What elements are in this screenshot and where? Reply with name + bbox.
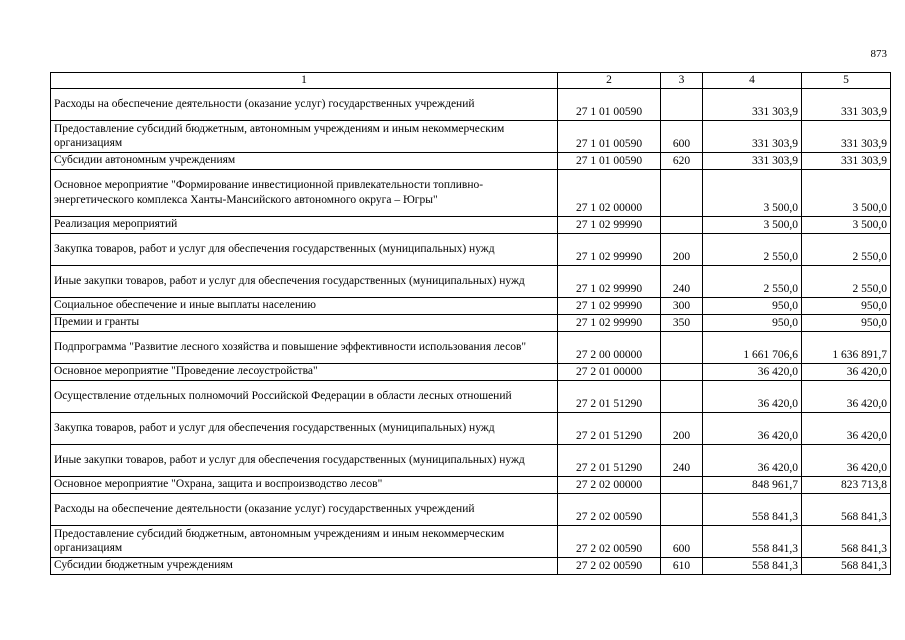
row-value-1-cell: 36 420,0 — [703, 363, 802, 380]
row-code-cell: 27 1 02 99990 — [558, 216, 661, 233]
row-value-1-cell: 331 303,9 — [703, 88, 802, 120]
row-code-cell: 27 2 01 00000 — [558, 363, 661, 380]
row-name-cell: Подпрограмма "Развитие лесного хозяйства и повышение эффективности использования лесов" — [51, 331, 558, 363]
column-header-1: 1 — [51, 73, 558, 89]
row-value-2-cell: 823 713,8 — [802, 476, 891, 493]
row-name-cell: Реализация мероприятий — [51, 216, 558, 233]
row-type-cell — [661, 476, 703, 493]
row-name-cell: Предоставление субсидий бюджетным, автономным учреждениям и иным некоммерческим организациям — [51, 120, 558, 152]
row-type-cell: 350 — [661, 314, 703, 331]
row-value-2-cell: 3 500,0 — [802, 169, 891, 216]
row-value-1-cell: 3 500,0 — [703, 216, 802, 233]
row-name-cell: Иные закупки товаров, работ и услуг для обеспечения государственных (муниципальных) нужд — [51, 444, 558, 476]
row-type-cell — [661, 169, 703, 216]
row-value-1-cell: 3 500,0 — [703, 169, 802, 216]
row-code-cell: 27 1 01 00590 — [558, 88, 661, 120]
row-code-cell: 27 2 02 00590 — [558, 557, 661, 574]
row-value-2-cell: 568 841,3 — [802, 493, 891, 525]
row-type-cell — [661, 216, 703, 233]
row-value-1-cell: 36 420,0 — [703, 412, 802, 444]
table-row — [51, 216, 891, 233]
row-name-cell: Основное мероприятие "Охрана, защита и воспроизводство лесов" — [51, 476, 558, 493]
row-value-1-cell: 1 661 706,6 — [703, 331, 802, 363]
table-row — [51, 120, 891, 152]
row-type-cell — [661, 363, 703, 380]
row-value-2-cell: 36 420,0 — [802, 363, 891, 380]
row-code-cell: 27 2 02 00590 — [558, 525, 661, 557]
row-value-1-cell: 36 420,0 — [703, 380, 802, 412]
column-header-5: 5 — [802, 73, 891, 89]
row-name-cell: Закупка товаров, работ и услуг для обеспечения государственных (муниципальных) нужд — [51, 233, 558, 265]
row-code-cell: 27 1 01 00590 — [558, 120, 661, 152]
row-name-cell: Премии и гранты — [51, 314, 558, 331]
table-row — [51, 363, 891, 380]
row-value-2-cell: 36 420,0 — [802, 412, 891, 444]
row-type-cell — [661, 88, 703, 120]
table-header-row — [51, 73, 891, 89]
row-type-cell — [661, 380, 703, 412]
row-name-cell: Расходы на обеспечение деятельности (оказание услуг) государственных учреждений — [51, 493, 558, 525]
table-row — [51, 444, 891, 476]
row-name-cell: Субсидии бюджетным учреждениям — [51, 557, 558, 574]
row-name-cell: Основное мероприятие "Формирование инвестиционной привлекательности топливно-энергетического комплекса Ханты-Мансийского автономного округа – Югры" — [51, 169, 558, 216]
row-name-cell: Закупка товаров, работ и услуг для обеспечения государственных (муниципальных) нужд — [51, 412, 558, 444]
table-row — [51, 314, 891, 331]
row-type-cell: 300 — [661, 297, 703, 314]
table-row — [51, 233, 891, 265]
page-number: 873 — [870, 48, 887, 60]
row-value-2-cell: 568 841,3 — [802, 525, 891, 557]
row-code-cell: 27 2 01 51290 — [558, 444, 661, 476]
row-type-cell: 600 — [661, 525, 703, 557]
row-name-cell: Предоставление субсидий бюджетным, автономным учреждениям и иным некоммерческим организациям — [51, 525, 558, 557]
column-header-4: 4 — [703, 73, 802, 89]
row-type-cell: 610 — [661, 557, 703, 574]
table-row — [51, 476, 891, 493]
row-value-1-cell: 950,0 — [703, 297, 802, 314]
row-value-1-cell: 331 303,9 — [703, 152, 802, 169]
row-value-1-cell: 558 841,3 — [703, 557, 802, 574]
table-row — [51, 412, 891, 444]
row-value-2-cell: 3 500,0 — [802, 216, 891, 233]
row-value-1-cell: 2 550,0 — [703, 265, 802, 297]
row-value-2-cell: 36 420,0 — [802, 380, 891, 412]
table-row — [51, 557, 891, 574]
row-value-2-cell: 1 636 891,7 — [802, 331, 891, 363]
row-value-1-cell: 848 961,7 — [703, 476, 802, 493]
row-type-cell: 600 — [661, 120, 703, 152]
row-value-2-cell: 950,0 — [802, 314, 891, 331]
row-name-cell: Основное мероприятие "Проведение лесоустройства" — [51, 363, 558, 380]
row-value-1-cell: 2 550,0 — [703, 233, 802, 265]
table-row — [51, 265, 891, 297]
row-code-cell: 27 2 01 51290 — [558, 412, 661, 444]
row-type-cell: 200 — [661, 233, 703, 265]
row-value-1-cell: 558 841,3 — [703, 525, 802, 557]
row-value-1-cell: 36 420,0 — [703, 444, 802, 476]
row-code-cell: 27 1 02 99990 — [558, 297, 661, 314]
row-type-cell: 240 — [661, 265, 703, 297]
table-row — [51, 331, 891, 363]
row-name-cell: Иные закупки товаров, работ и услуг для обеспечения государственных (муниципальных) нужд — [51, 265, 558, 297]
row-type-cell: 200 — [661, 412, 703, 444]
table-row — [51, 169, 891, 216]
budget-table — [50, 72, 891, 575]
column-header-2: 2 — [558, 73, 661, 89]
row-name-cell: Осуществление отдельных полномочий Российской Федерации в области лесных отношений — [51, 380, 558, 412]
row-name-cell: Социальное обеспечение и иные выплаты населению — [51, 297, 558, 314]
row-value-2-cell: 2 550,0 — [802, 265, 891, 297]
row-code-cell: 27 2 02 00590 — [558, 493, 661, 525]
row-value-1-cell: 950,0 — [703, 314, 802, 331]
row-value-2-cell: 331 303,9 — [802, 152, 891, 169]
row-type-cell: 620 — [661, 152, 703, 169]
row-code-cell: 27 1 02 00000 — [558, 169, 661, 216]
table-row — [51, 88, 891, 120]
table-row — [51, 297, 891, 314]
row-value-2-cell: 568 841,3 — [802, 557, 891, 574]
row-code-cell: 27 1 01 00590 — [558, 152, 661, 169]
row-value-2-cell: 331 303,9 — [802, 88, 891, 120]
row-value-2-cell: 2 550,0 — [802, 233, 891, 265]
row-value-1-cell: 558 841,3 — [703, 493, 802, 525]
row-type-cell — [661, 331, 703, 363]
row-name-cell: Субсидии автономным учреждениям — [51, 152, 558, 169]
table-row — [51, 152, 891, 169]
row-code-cell: 27 2 01 51290 — [558, 380, 661, 412]
row-value-2-cell: 331 303,9 — [802, 120, 891, 152]
row-code-cell: 27 1 02 99990 — [558, 265, 661, 297]
row-value-1-cell: 331 303,9 — [703, 120, 802, 152]
row-name-cell: Расходы на обеспечение деятельности (оказание услуг) государственных учреждений — [51, 88, 558, 120]
table-row — [51, 525, 891, 557]
row-code-cell: 27 1 02 99990 — [558, 314, 661, 331]
column-header-3: 3 — [661, 73, 703, 89]
table-row — [51, 380, 891, 412]
row-type-cell — [661, 493, 703, 525]
table-row — [51, 493, 891, 525]
row-type-cell: 240 — [661, 444, 703, 476]
row-code-cell: 27 1 02 99990 — [558, 233, 661, 265]
row-code-cell: 27 2 00 00000 — [558, 331, 661, 363]
row-value-2-cell: 950,0 — [802, 297, 891, 314]
row-value-2-cell: 36 420,0 — [802, 444, 891, 476]
row-code-cell: 27 2 02 00000 — [558, 476, 661, 493]
